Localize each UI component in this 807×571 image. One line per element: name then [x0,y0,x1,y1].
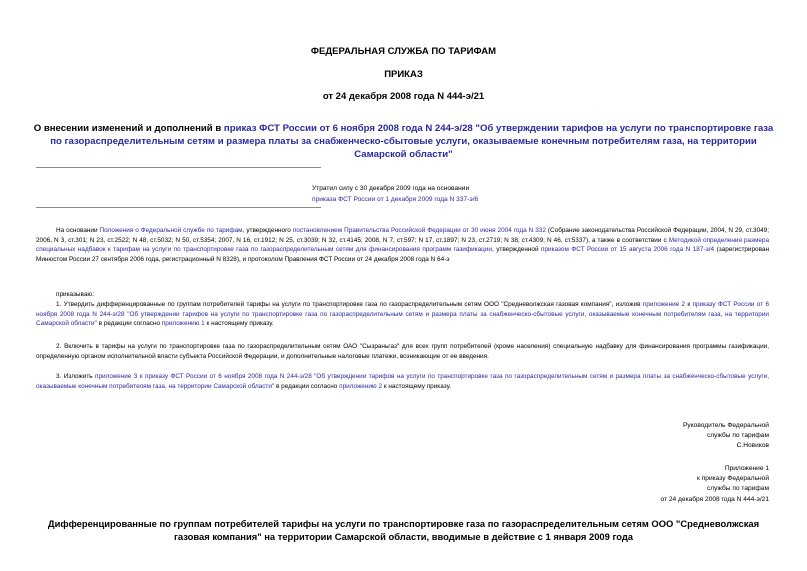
methodology-link[interactable]: Методикой определения размера специальных надбавок к тарифам на услуги по транспортировке газа по газораспределительным сетям для финансирования программ газификации [36,236,769,254]
expired-text: Утратил силу с 30 декабря 2009 года на основании [312,185,470,192]
signature-agency: службы по тарифам [706,432,769,440]
item-1-paragraph [36,300,769,329]
signature-name: С.Новиков [736,442,769,450]
government-decree-link[interactable]: постановлением Правительства Российской Федерации от 30 июня 2004 года N 332 [292,227,546,234]
regulation-link[interactable]: Положения о Федеральной службе по тарифам [99,227,243,234]
appendix-3-link[interactable]: приложение 3 к приказу ФСТ России от 6 ноября 2008 года N 244-э/28 "Об утверждении тарифов на услуги по транспортировке газа по газораспределительным сетям и размера платы за снабженческо-сбытовые услуги, оказываемые конечным потребителям газа, на территории Самарской области" [36,373,769,390]
order-date: от 24 декабря 2008 года N 444-э/21 [322,91,485,102]
appendix-header [661,464,769,505]
appendix-number: Приложение 1 [724,465,769,472]
para-text: в редакции согласно [96,320,162,328]
appendix-1-link[interactable]: приложению 1 [161,320,205,328]
divider-top [36,167,321,168]
para-text: На основании [56,227,100,234]
appendix-ref-1: к приказу Федеральной [697,475,769,483]
divider-bottom [36,207,321,208]
para-text: (зарегистрирован Минюстом России 27 сентября 2006 года, регистрационный N 8328), и протоколом Правления ФСТ России от 24 декабря 2008 года N 64-э [36,246,770,263]
org-heading: ФЕДЕРАЛЬНАЯ СЛУЖБА ПО ТАРИФАМ [310,46,497,57]
para-text: 1. Утвердить дифференцированные по группам потребителей тарифы на услуги по транспортировке газа по газораспределительным сетям ООО "Средневолжская газовая компания", изложив [56,301,643,308]
doc-type-heading: ПРИКАЗ [384,69,423,80]
title-text: О внесении изменений и дополнений в [33,123,224,134]
para-text: , утвержденного [242,227,293,234]
para-text: , утвержденной [491,246,542,254]
para-text: 3. Изложить [56,373,96,380]
appendix-2-ref-link[interactable]: приложению 2 [339,382,383,390]
appendix-title: Дифференцированные по группам потребителей тарифы на услуги по транспортировке газа по газораспределительным сетям ООО "Средневолжская газовая компания" на территории Самарской области, вводимые в действие с 1 января 2009 года [47,518,760,542]
title-link[interactable]: приказ ФСТ России от 6 ноября 2008 года N 244-э/28 "Об утверждении тарифов на услуги по транспортировке газа по газораспределительным сетям и размера платы за снабженческо-сбытовые услуги, оказываемые конечным потребителям газа, на территории Самарской области" [50,123,774,160]
appendix-ref-2: службы по тарифам [706,485,769,493]
para-text: (Собрание законодательства Российской Федерации, 2004, N 29, ст.3049; 2006, N 3, ст.301; N 23, ст.2522; N 48, ст.5032; N 50, ст.5354; 2007, N 16, ст.1912; N 25, ст.3039; N 32, ст.4145; 2008, N 7, ст.597; N 17, ст.1897; N 23, ст.2719; N 38, ст.4309; N 46, ст.5337), а также в соответствии с [36,227,770,244]
item-3-paragraph [36,372,769,391]
order-word: приказываю: [56,291,94,298]
signature-position: Руководитель Федеральной [683,422,769,429]
expired-link[interactable]: приказа ФСТ России от 1 декабря 2009 года N 337-э/6 [312,196,479,203]
para-text: к настоящему приказу. [382,382,451,390]
signature-block [683,421,769,452]
para-text: в редакции согласно [274,382,340,390]
item-2-paragraph: 2. Включить в тарифы на услуги по транспортировке газа по газораспределительным сетям ОАО "Сызраньгаз" для всех групп потребителей (кроме населения) специальную надбавку для финансирования программы газификации, определенную органом исполнительной власти субъекта Российской Федерации, и дополнительные налоговые платежи, возникающие от ее введения. [36,343,769,360]
para-text: к [685,301,693,308]
fst-order-link[interactable]: приказом ФСТ России от 15 августа 2006 года N 187-э/4 [541,246,715,254]
expired-note [312,183,478,205]
order-244-link[interactable]: приказу ФСТ России от 6 ноября 2008 года N 244-э/28 "Об утверждении тарифов на услуги по транспортировке газа по газораспределительным сетям и размера платы за снабженческо-сбытовые услуги, оказываемые конечным потребителям газа, на территории Самарской области" [36,301,769,328]
appendix-2-link[interactable]: приложение 2 [642,301,686,308]
para-text: к настоящему приказу. [204,320,274,328]
document-title [30,122,777,161]
appendix-ref-3: от 24 декабря 2008 года N 444-э/21 [660,495,769,503]
preamble-paragraph [36,226,769,264]
